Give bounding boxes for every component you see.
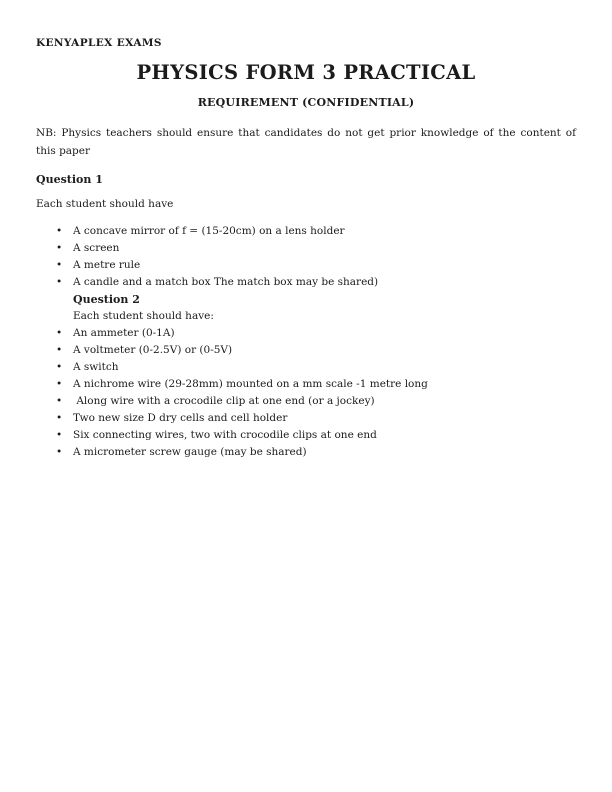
confidentiality-note	[36, 125, 576, 160]
list-item: • A metre rule	[73, 257, 576, 274]
list-item: • A nichrome wire (29-28mm) mounted on a mm scale -1 metre long	[73, 376, 576, 393]
question-2-equipment-list	[36, 325, 576, 461]
question-2-header-block	[73, 291, 576, 325]
list-item: • Two new size D dry cells and cell holder	[73, 410, 576, 427]
confidentiality-note-line-2: this paper	[36, 144, 91, 157]
list-item: • A switch	[73, 359, 576, 376]
document-subtitle: REQUIREMENT (CONFIDENTIAL)	[197, 96, 415, 109]
list-item: • A voltmeter (0-2.5V) or (0-5V)	[73, 342, 576, 359]
question-2-heading: Question 2	[73, 293, 140, 306]
list-item: • A micrometer screw gauge (may be shared)	[73, 444, 576, 461]
list-item: • A concave mirror of f = (15-20cm) on a lens holder	[73, 223, 576, 240]
list-item: • Along wire with a crocodile clip at one end (or a jockey)	[73, 393, 576, 410]
question-1-equipment-list	[36, 223, 576, 291]
question-1-heading: Question 1	[36, 173, 103, 186]
list-item: • An ammeter (0-1A)	[73, 325, 576, 342]
confidentiality-note-line-1: NB: Physics teachers should ensure that candidates do not get prior knowledge of the content of	[36, 127, 576, 139]
equipment-lists	[36, 223, 576, 461]
document-title: PHYSICS FORM 3 PRACTICAL	[136, 61, 476, 84]
question-1-intro: Each student should have	[36, 198, 174, 210]
list-item: • A candle and a match box The match box may be shared)	[73, 274, 576, 291]
exam-board-name: KENYAPLEX EXAMS	[36, 37, 162, 49]
list-item: • A screen	[73, 240, 576, 257]
question-2-intro: Each student should have:	[73, 310, 214, 322]
list-item: • Six connecting wires, two with crocodile clips at one end	[73, 427, 576, 444]
